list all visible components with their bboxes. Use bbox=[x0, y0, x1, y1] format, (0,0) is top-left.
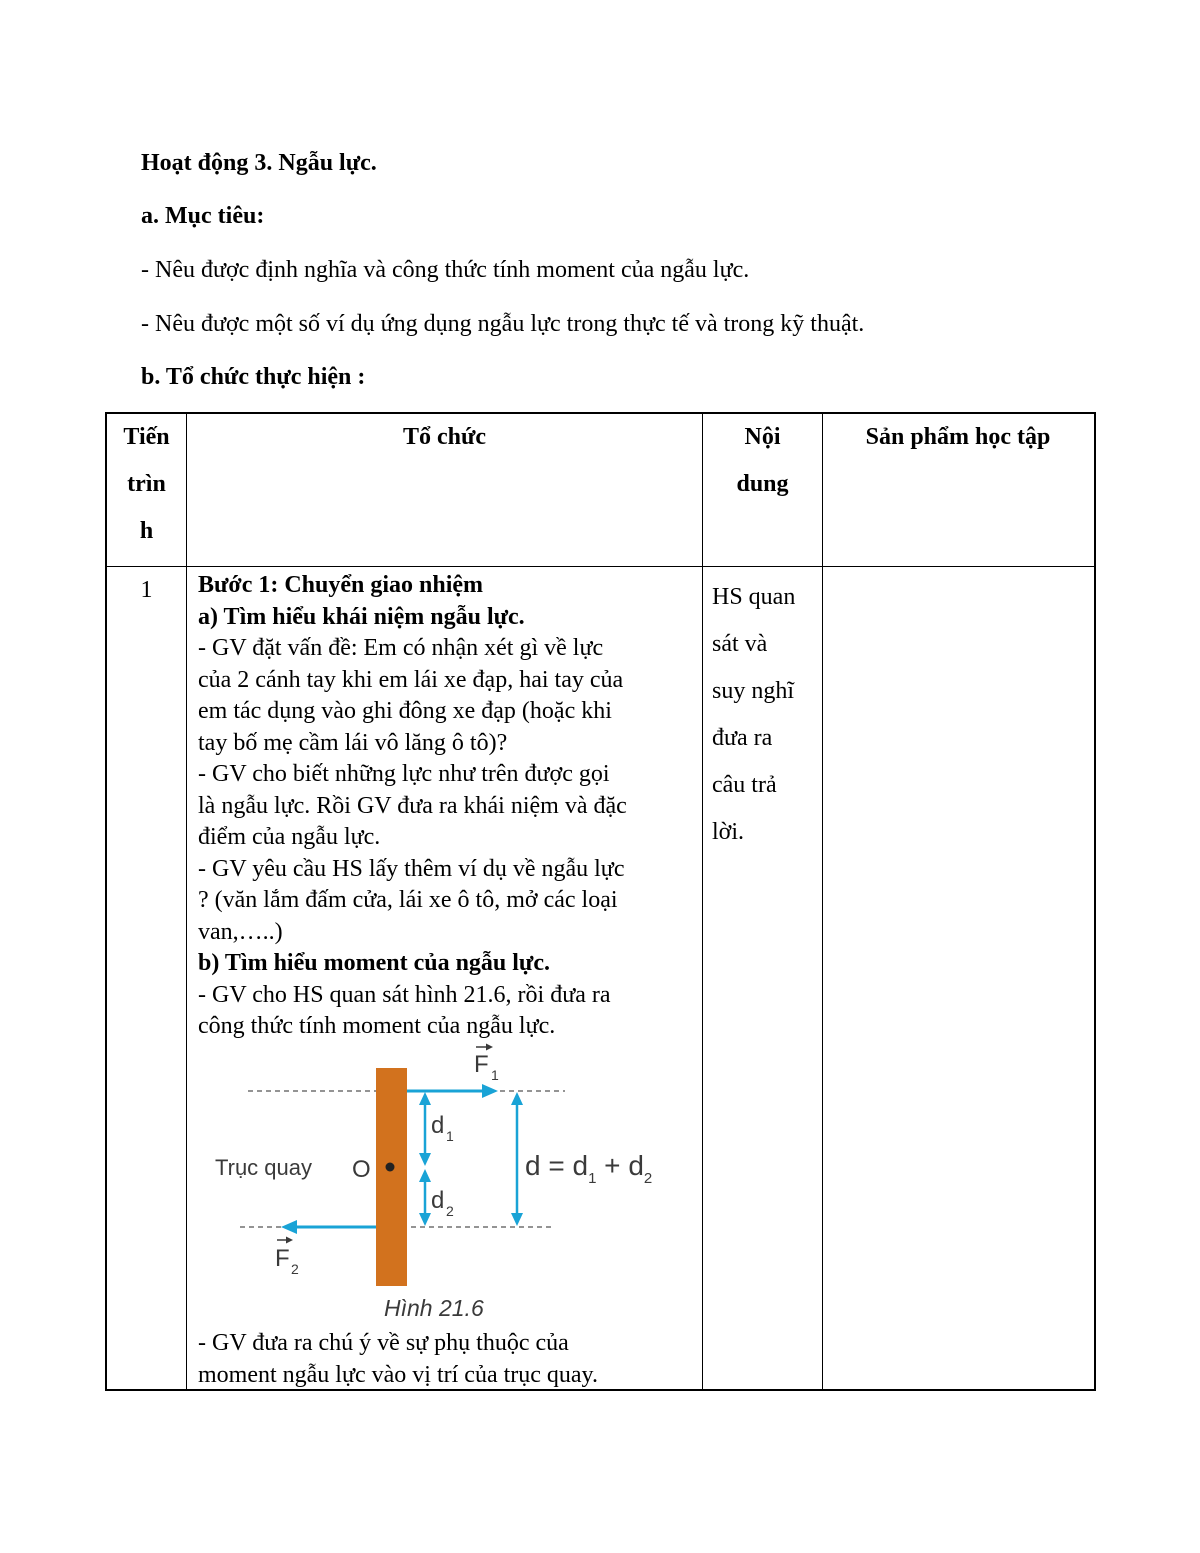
vector-mark-head-icon bbox=[486, 1044, 493, 1051]
organization-heading: b. Tổ chức thực hiện : bbox=[141, 364, 366, 390]
d-total-arrowhead-icon bbox=[511, 1092, 523, 1105]
f1-arrowhead-icon bbox=[482, 1084, 498, 1098]
d2-arrowhead-icon bbox=[419, 1169, 431, 1182]
header-content bbox=[703, 414, 822, 508]
objective-heading: a. Mục tiêu: bbox=[141, 203, 265, 229]
row-index: 1 bbox=[140, 577, 153, 603]
header-organization: Tổ chức bbox=[402, 424, 487, 450]
header-content-line: dung bbox=[736, 471, 789, 497]
column-divider bbox=[822, 412, 823, 1391]
couple-force-figure bbox=[200, 1040, 690, 1325]
organization-cell-continued bbox=[198, 1328, 598, 1391]
axis-label: Trục quay bbox=[215, 1155, 313, 1180]
svg-text:d: d bbox=[431, 1112, 445, 1139]
header-content-line: Nội bbox=[744, 424, 781, 450]
header-product: Sản phẩm học tập bbox=[865, 424, 1051, 450]
content-line: suy nghĩ bbox=[712, 678, 795, 704]
column-divider bbox=[702, 412, 703, 1391]
content-line: sát và bbox=[712, 631, 768, 657]
header-divider bbox=[105, 566, 1096, 567]
svg-text:1: 1 bbox=[446, 1128, 454, 1144]
org-line: là ngẫu lực. Rồi GV đưa ra khái niệm và đặc bbox=[198, 792, 627, 819]
d1-label bbox=[431, 1112, 454, 1144]
figure-caption: Hình 21.6 bbox=[384, 1295, 484, 1321]
content-line: lời. bbox=[712, 819, 745, 845]
org-line: b) Tìm hiểu moment của ngẫu lực. bbox=[198, 950, 550, 976]
svg-text:d: d bbox=[431, 1187, 445, 1214]
org-line: điểm của ngẫu lực. bbox=[198, 824, 381, 850]
org-line: moment ngẫu lực vào vị trí của trục quay. bbox=[198, 1361, 598, 1388]
org-line: ? (văn lắm đấm cửa, lái xe ô tô, mở các loại bbox=[198, 887, 618, 913]
content-line: câu trả bbox=[712, 772, 777, 798]
org-line: Bước 1: Chuyển giao nhiệm bbox=[198, 572, 484, 598]
vector-mark-head-icon bbox=[286, 1237, 293, 1244]
header-progress bbox=[107, 414, 186, 555]
svg-text:F: F bbox=[474, 1051, 489, 1078]
activity-title: Hoạt động 3. Ngẫu lực. bbox=[141, 150, 377, 176]
header-progress-line: Tiến bbox=[123, 424, 170, 450]
org-line: của 2 cánh tay khi em lái xe đạp, hai tay của bbox=[198, 666, 624, 693]
org-line: công thức tính moment của ngẫu lực. bbox=[198, 1013, 556, 1039]
content-line: đưa ra bbox=[712, 725, 773, 751]
f2-arrowhead-icon bbox=[281, 1220, 297, 1234]
svg-text:1: 1 bbox=[491, 1067, 499, 1083]
org-line: - GV cho biết những lực như trên được gọi bbox=[198, 761, 610, 787]
org-line: - GV yêu cầu HS lấy thêm ví dụ về ngẫu lực bbox=[198, 855, 625, 882]
f2-label bbox=[275, 1237, 299, 1278]
org-line: a) Tìm hiểu khái niệm ngẫu lực. bbox=[198, 603, 525, 630]
svg-text:2: 2 bbox=[291, 1261, 299, 1277]
content-line: HS quan bbox=[712, 584, 796, 610]
d2-label bbox=[431, 1187, 454, 1219]
org-line: em tác dụng vào ghi đông xe đạp (hoặc khi bbox=[198, 698, 612, 724]
rigid-bar bbox=[376, 1068, 407, 1286]
header-progress-line: trìn bbox=[127, 471, 166, 497]
svg-text:d = d1 + d2: $d = d_1 + d_2$ bbox=[525, 1150, 653, 1187]
svg-text:2: 2 bbox=[446, 1203, 454, 1219]
objective-item: - Nêu được một số ví dụ ứng dụng ngẫu lực trong thực tế và trong kỹ thuật. bbox=[141, 311, 865, 337]
org-line: - GV đưa ra chú ý về sự phụ thuộc của bbox=[198, 1330, 569, 1356]
d1-arrowhead-icon bbox=[419, 1092, 431, 1105]
f1-label bbox=[474, 1044, 499, 1084]
svg-text:F: F bbox=[275, 1245, 290, 1272]
org-line: - GV cho HS quan sát hình 21.6, rồi đưa ra bbox=[198, 981, 611, 1008]
distance-formula bbox=[525, 1150, 652, 1187]
axis-dot bbox=[386, 1163, 395, 1172]
org-line: van,…..) bbox=[198, 918, 283, 945]
axis-point-label: O bbox=[352, 1156, 371, 1183]
header-progress-line: h bbox=[139, 518, 154, 544]
org-line: tay bố mẹ cầm lái vô lăng ô tô)? bbox=[198, 729, 508, 756]
org-line: - GV đặt vấn đề: Em có nhận xét gì về lực bbox=[198, 635, 604, 661]
column-divider bbox=[186, 412, 187, 1391]
content-cell bbox=[712, 574, 817, 856]
d2-arrowhead-icon bbox=[419, 1213, 431, 1226]
d-total-arrowhead-icon bbox=[511, 1213, 523, 1226]
d1-arrowhead-icon bbox=[419, 1153, 431, 1166]
objective-item: - Nêu được định nghĩa và công thức tính moment của ngẫu lực. bbox=[141, 257, 750, 283]
organization-cell bbox=[198, 570, 698, 1043]
